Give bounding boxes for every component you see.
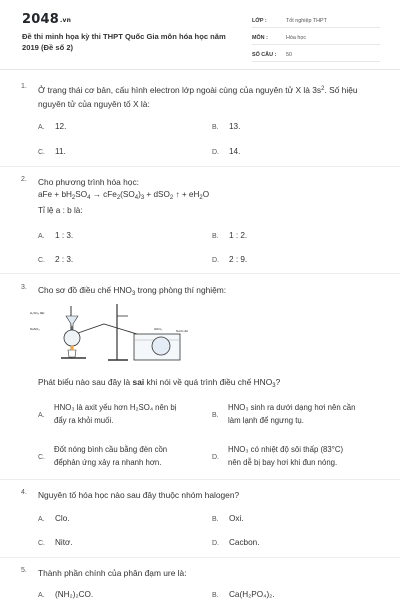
exam-meta [252, 14, 380, 65]
option-b[interactable]: B. 1 : 2. [212, 231, 248, 240]
option-b[interactable]: B. HNO₃ sinh ra dưới dạng hơi nên cần làm lạnh để ngưng tụ. [212, 403, 356, 425]
option-c[interactable]: C. Nitơ. [38, 538, 73, 547]
svg-text:H₂SO₄ đặc: H₂SO₄ đặc [30, 311, 45, 315]
question-text: Cho phương trình hóa học: [38, 177, 139, 187]
question-separator [0, 273, 400, 274]
question-separator [0, 166, 400, 167]
question-separator [0, 479, 400, 480]
svg-text:Nước đá: Nước đá [176, 329, 188, 333]
page-header [0, 0, 400, 62]
header-divider [0, 69, 400, 70]
meta-grade: LỚP : Tốt nghiệp THPT [252, 14, 380, 28]
option-c[interactable]: C. 2 : 3. [38, 255, 74, 264]
meta-subject: MÔN : Hóa học [252, 31, 380, 45]
option-a[interactable]: A. 1 : 3. [38, 231, 74, 240]
option-a[interactable]: A. HNO₃ là axit yếu hơn H₂SO₄ nên bị đẩy ra khỏi muối. [38, 403, 177, 425]
option-a[interactable]: A. Clo. [38, 514, 70, 523]
lab-apparatus-diagram [28, 300, 198, 366]
question-text: Ở trạng thái cơ bản, cấu hình electron lớp ngoài cùng của nguyên tử X là $3s^2$. Số hiệu nguyên tử của nguyên tố X là: [38, 85, 358, 109]
option-a[interactable]: A. (NH₂)₂CO. [38, 590, 94, 599]
option-d[interactable]: D. 2 : 9. [212, 255, 248, 264]
option-b[interactable]: B. Ca(H₂PO₄)₂. [212, 590, 275, 599]
question-text: Thành phần chính của phân đạm ure là: [38, 568, 187, 578]
question-text: Nguyên tố hóa học nào sau đây thuộc nhóm halogen? [38, 490, 240, 500]
question-text: Cho sơ đồ điều chế $HNO_3$ trong phòng thí nghiệm: [38, 285, 227, 297]
site-logo[interactable]: 2048.vn [22, 12, 72, 27]
question-stem: Phát biểu nào sau đây là sai khi nói về quá trình điều chế $HNO_3$? [38, 377, 281, 389]
option-d[interactable]: D. HNO₃ có nhiệt độ sôi thấp (83°C) nên dễ bị bay hơi khi đun nóng. [212, 445, 344, 467]
option-c[interactable]: C. 11. [38, 147, 66, 156]
meta-question-count: SỐ CÂU : 50 [252, 48, 380, 62]
option-d[interactable]: D. Cacbon. [212, 538, 260, 547]
svg-text:HNO₃: HNO₃ [154, 327, 162, 331]
option-d[interactable]: D. 14. [212, 147, 241, 156]
option-c[interactable]: C. Đốt nóng bình cầu bằng đèn cồn đểphản ứng xảy ra nhanh hơn. [38, 445, 168, 467]
exam-title: Đề thi minh họa kỳ thi THPT Quốc Gia môn hóa học năm 2019 (Đề số 2) [22, 32, 226, 52]
option-b[interactable]: B. 13. [212, 122, 241, 131]
option-a[interactable]: A. 12. [38, 122, 67, 131]
svg-text:NaNO₃: NaNO₃ [30, 327, 40, 331]
option-b[interactable]: B. Oxi. [212, 514, 244, 523]
chemical-equation: aFe + $bH_2SO_4 \to cFe_2(SO_4)_3 + dSO_2$ ↑ + $eH_2O$ [38, 190, 210, 201]
question-separator [0, 557, 400, 558]
ratio-question: Tỉ lệ a : b là: [38, 206, 83, 215]
